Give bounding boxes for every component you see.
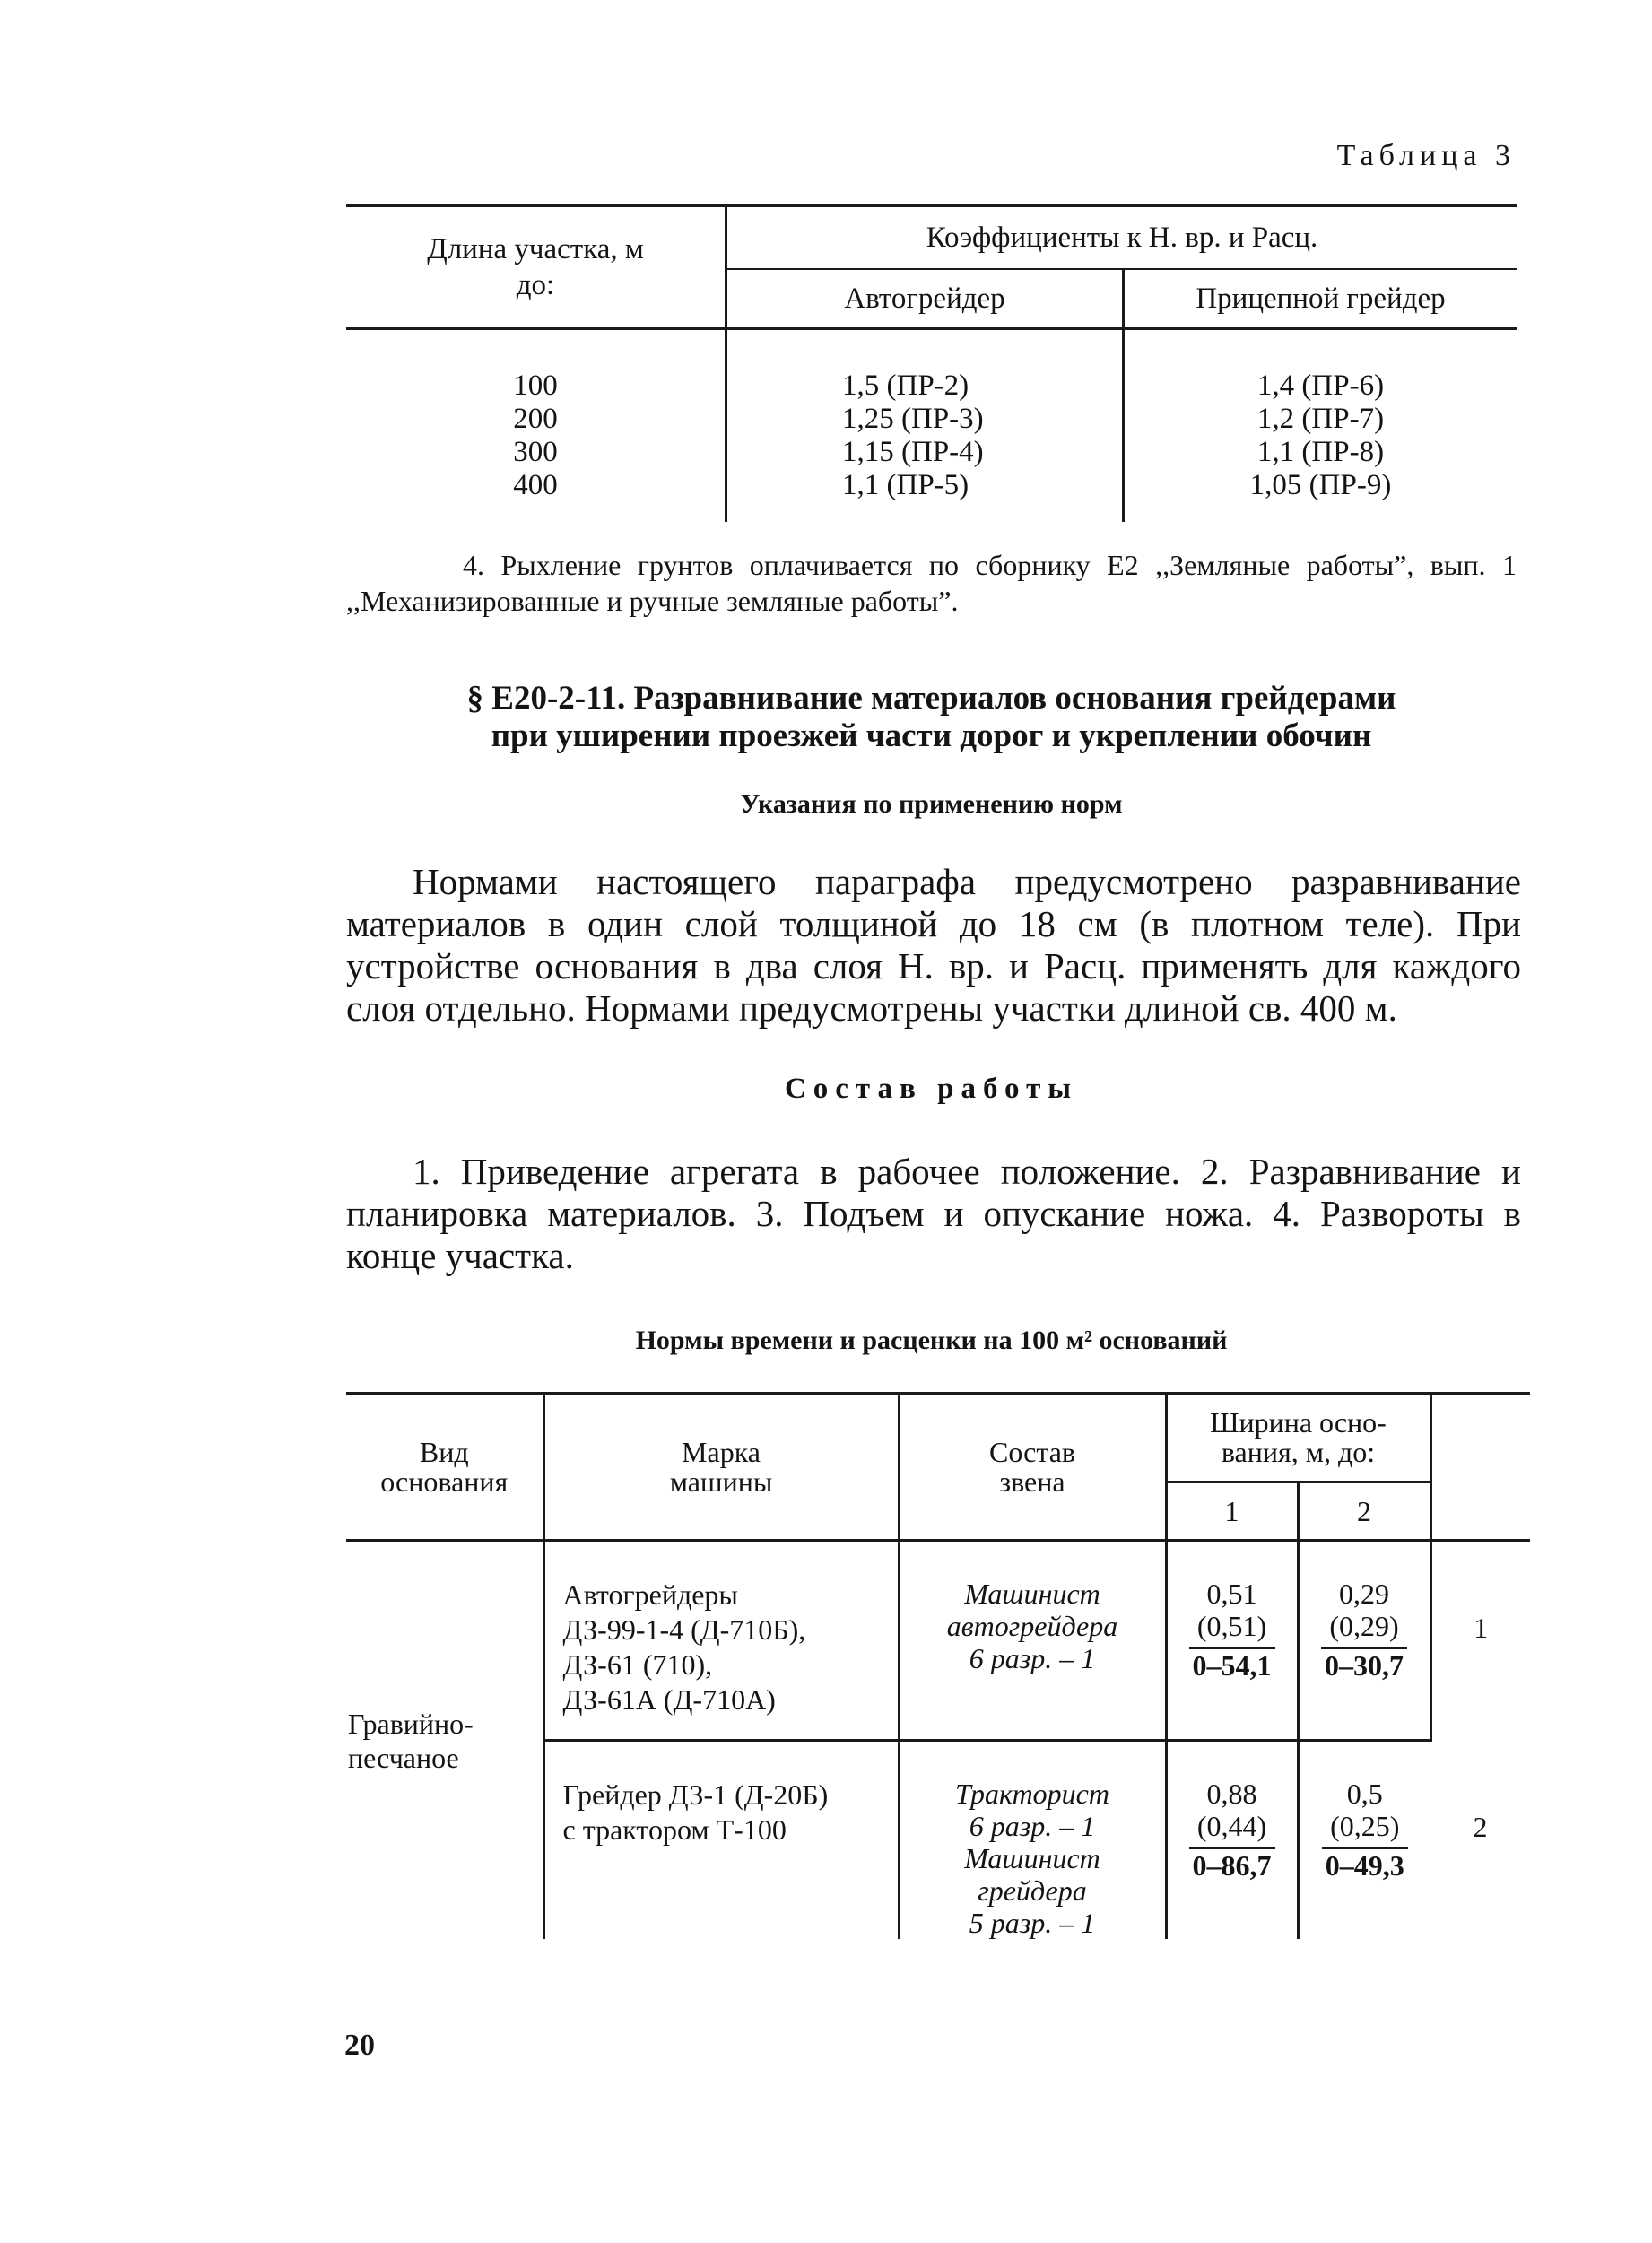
cell: 300 [513, 436, 558, 468]
norms-table [346, 1392, 1530, 1939]
cell: 1,05 (ПР-9) [1249, 469, 1392, 501]
header-trailer-grader: Прицепной грейдер [1124, 269, 1517, 329]
cell: 1,2 (ПР-7) [1256, 403, 1385, 435]
application-guidelines-heading: Указания по применению норм [740, 789, 1123, 819]
header-col-2: 2 [1298, 1482, 1430, 1541]
header-crew: Состав звена [899, 1394, 1166, 1541]
crew-cell: Машинист автогрейдера 6 разр. – 1 [899, 1541, 1166, 1741]
lengths-column [346, 329, 726, 523]
page-number: 20 [344, 2029, 375, 2062]
machine-cell: Автогрейдеры ДЗ-99-1-4 (Д-710Б), ДЗ-61 (710), ДЗ-61А (Д-710А) [543, 1541, 899, 1741]
value-cell-width-2: 0,5 (0,25) 0–49,3 [1298, 1741, 1430, 1940]
value-cell-width-1: 0,51 (0,51) 0–54,1 [1166, 1541, 1298, 1741]
table3-caption: Таблица 3 [1336, 139, 1516, 172]
trailer-column [1124, 329, 1517, 523]
cell: 100 [513, 369, 558, 402]
header-length: Длина участка, м до: [346, 206, 726, 329]
value-cell-width-2: 0,29 (0,29) 0–30,7 [1298, 1541, 1430, 1741]
header-row-number [1430, 1394, 1530, 1541]
base-kind: Гравийно- песчаное [348, 1707, 474, 1774]
norms-table-caption: Нормы времени и расценки на 100 м² оснований [635, 1326, 1228, 1355]
header-autograder: Автогрейдер [726, 269, 1124, 329]
section-title: § Е20-2-11. Разравнивание материалов основания грейдерами при уширении проезжей части дорог и укреплении обочин [466, 680, 1396, 754]
header-col-1: 1 [1166, 1482, 1298, 1541]
header-base-kind: Вид основания [346, 1394, 543, 1541]
table-3 [346, 204, 1517, 522]
work-composition-paragraph: 1. Приведение агрегата в рабочее положение. 2. Разравнивание и планировка материалов. 3. Подъем и опускание ножа. 4. Развороты в конце участка. [346, 1151, 1521, 1276]
row-number: 1 [1430, 1541, 1530, 1741]
cell: 1,4 (ПР-6) [1256, 369, 1385, 402]
row-number: 2 [1473, 1810, 1488, 1843]
note-4: 4. Рыхление грунтов оплачивается по сборнику Е2 ,,Земляные работы”, вып. 1 ,,Механизированные и ручные земляные работы”. [346, 549, 1517, 617]
work-composition-heading: Состав работы [784, 1073, 1079, 1105]
header-width: Ширина осно- вания, м, до: [1166, 1394, 1430, 1482]
cell: 1,1 (ПР-5) [842, 469, 969, 501]
cell: 1,15 (ПР-4) [842, 436, 984, 468]
cell: 1,1 (ПР-8) [1256, 436, 1385, 468]
guidelines-paragraph: Нормами настоящего параграфа предусмотрено разравнивание материалов в один слой толщиной до 18 см (в плотном теле). При устройстве основания в два слоя Н. вр. и Расц. применять для каждого слоя отдельно. Нормами предусмотрены участки длиной св. 400 м. [346, 861, 1521, 1029]
cell: 1,25 (ПР-3) [842, 403, 984, 435]
crew-cell: Тракторист 6 разр. – 1 Машинист грейдера 5 разр. – 1 [899, 1741, 1166, 1940]
cell: 200 [513, 403, 558, 435]
cell: 1,5 (ПР-2) [842, 369, 969, 402]
machine-cell: Грейдер ДЗ-1 (Д-20Б) с трактором Т-100 [543, 1741, 899, 1940]
header-coefficients: Коэффициенты к Н. вр. и Расц. [726, 206, 1517, 270]
cell: 400 [513, 469, 558, 501]
header-machine: Марка машины [543, 1394, 899, 1541]
autograder-column [726, 329, 1124, 523]
value-cell-width-1: 0,88 (0,44) 0–86,7 [1166, 1741, 1298, 1940]
